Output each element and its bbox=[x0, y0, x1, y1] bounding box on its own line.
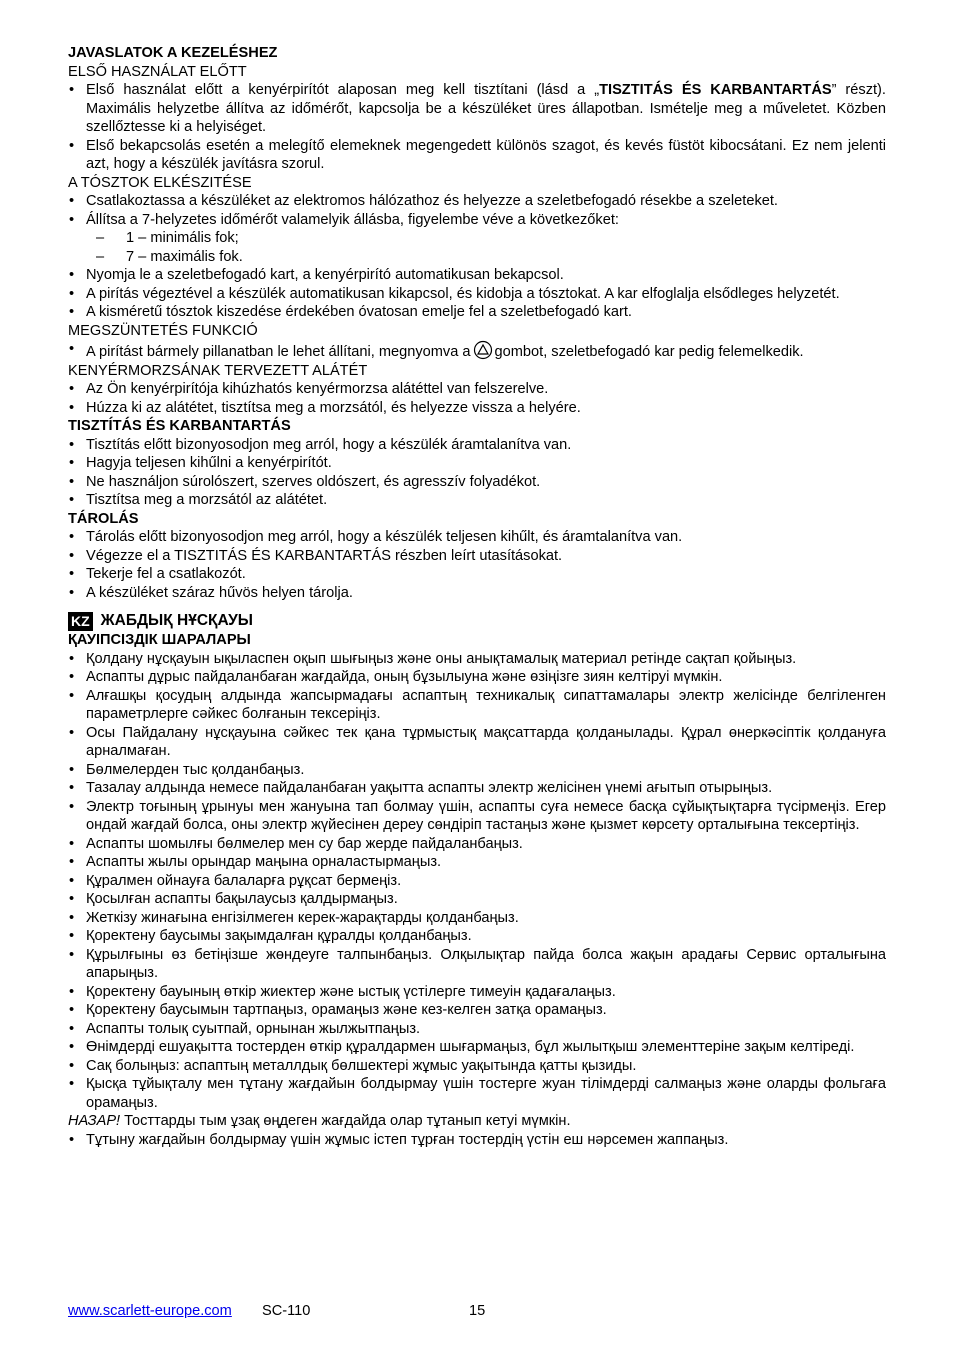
list-item: • Қосылған аспапты бақылаусыз қалдырмаңыз. bbox=[68, 890, 886, 909]
section-title-hu: JAVASLATOK A KEZELÉSHEZ bbox=[68, 45, 278, 61]
list-item: • Csatlakoztassa a készüléket az elektromos hálózathoz és helyezze a szeletbefogadó résekbe a szeleteket. bbox=[68, 192, 886, 211]
list-item: • Ne használjon súrolószert, szerves oldószert, és agresszív folyadékot. bbox=[68, 473, 886, 492]
subheading-first-use: ELSŐ HASZNÁLAT ELŐTT bbox=[68, 63, 247, 80]
dash-item: – 1 – minimális fok; bbox=[96, 230, 239, 246]
list-item: • Húzza ki az alátétet, tisztítsa meg a morzsától, és helyezze vissza a helyére. bbox=[68, 399, 886, 418]
list-item: • Бөлмелерден тыс қолданбаңыз. bbox=[68, 761, 886, 780]
list-item: • Электр тоғының ұрынуы мен жануына тап болмау үшін, аспапты суға немесе басқа сұйықтықтарға түсірмеңіз. Егер ондай жағдай болса, оны электр жүйесінен дереу сөндіріп тастаңыз және қызмет көрсету орталығына тексертіңіз. bbox=[68, 798, 886, 835]
subheading-cancel: MEGSZÜNTETÉS FUNKCIÓ bbox=[68, 322, 258, 339]
list-item: • A kisméretű tósztok kiszedése érdekében óvatosan emelje fel a szeletbefogadó kart. bbox=[68, 303, 886, 322]
list-item: • Құрылғыны өз бетіңізше жөндеуге талпынбаңыз. Олқылықтар пайда болса жақын арадағы Сервис орталығына апарыңыз. bbox=[68, 946, 886, 983]
page-number: 15 bbox=[469, 1303, 486, 1319]
subheading-toast: A TÓSZTOK ELKÉSZITÉSE bbox=[68, 174, 252, 191]
website-link[interactable]: www.scarlett-europe.com bbox=[68, 1303, 232, 1319]
language-badge: KZ bbox=[68, 612, 93, 631]
list-item: • Қоректену баусымы зақымдалған құралды қолданбаңыз. bbox=[68, 927, 886, 946]
section-title-kz-text: ЖАБДЫҚ НҰСҚАУЫ bbox=[100, 612, 253, 630]
list-item: • Állítsa a 7-helyzetes időmérőt valamelyik állásba, figyelembe véve a következőket: bbox=[68, 211, 886, 230]
list-item: • Қолдану нұсқауын ықыласпен оқып шығыңыз және оны анықтамалық материал ретінде сақтап қойыңыз. bbox=[68, 650, 886, 669]
page-footer bbox=[68, 1303, 886, 1319]
list-item: • A készüléket száraz hűvös helyen tárolja. bbox=[68, 584, 886, 603]
list-item: • Végezze el a TISZTITÁS ÉS KARBANTARTÁS részben leírt utasításokat. bbox=[68, 547, 886, 566]
list-item: • Жеткізу жинағына енгізілмеген керек-жарақтарды қолданбаңыз. bbox=[68, 909, 886, 928]
list-item: • Аспапты дұрыс пайдаланбаған жағдайда, оның бұзылыуна және өзіңізге зиян келтіруі мүмкін. bbox=[68, 668, 886, 687]
stop-button-icon bbox=[473, 340, 493, 360]
heading-cleaning: TISZTÍTÁS ÉS KARBANTARTÁS bbox=[68, 418, 291, 434]
list-item: • Құралмен ойнауға балаларға рұқсат бермеңіз. bbox=[68, 872, 886, 891]
list-item: • Тұтыну жағдайын болдырмау үшін жұмыс істеп тұрған тостердің үстін еш нәрсемен жаппаңыз. bbox=[68, 1131, 886, 1150]
list-item: • Сақ болыңыз: аспаптың металлдық бөлшектері жұмыс уақытында қатты қызиды. bbox=[68, 1057, 886, 1076]
section-title-kz bbox=[68, 612, 886, 631]
document-page bbox=[68, 44, 886, 1149]
list-item: • A pirítást bármely pillanatban le lehet állítani, megnyomva a gombot, szeletbefogadó kar pedig felemelkedik. bbox=[68, 340, 886, 362]
dash-item: – 7 – maximális fok. bbox=[96, 248, 243, 265]
list-item: • Өнімдерді ешуақытта тостерден өткір құралдармен шығармаңыз, бұл жылытқыш элементтеріне зақым келтіреді. bbox=[68, 1038, 886, 1057]
list-item: • Tisztítsa meg a morzsától az alátétet. bbox=[68, 491, 886, 510]
subheading-crumb: KENYÉRMORZSÁNAK TERVEZETT ALÁTÉT bbox=[68, 362, 368, 379]
list-item: • Az Ön kenyérpirítója kihúzhatós kenyérmorzsa alátéttel van felszerelve. bbox=[68, 380, 886, 399]
list-item: • Тазалау алдында немесе пайдаланбаған уақытта аспапты электр желісінен үнемі ағытып отырыңыз. bbox=[68, 779, 886, 798]
list-item: • Első használat előtt a kenyérpirítót alaposan meg kell tisztítani (lásd a „TISZTITÁS ÉS KARBANTARTÁS” részt). Maximális helyzetbe állítva az időmérőt, kapcsolja be a készüléket üres állapotban. Ismételje meg a műveletet. Közben szellőztesse ki a helyiséget. bbox=[68, 81, 886, 137]
list-item: • Nyomja le a szeletbefogadó kart, a kenyérpirító automatikusan bekapcsol. bbox=[68, 266, 886, 285]
list-item: • Hagyja teljesen kihűlni a kenyérpirítót. bbox=[68, 454, 886, 473]
list-item: • Tárolás előtt bizonyosodjon meg arról, hogy a készülék teljesen kihűlt, és áramtalanítva van. bbox=[68, 528, 886, 547]
list-item: • Осы Пайдалану нұсқауына сәйкес тек қана тұрмыстық мақсаттарда қолданылады. Құрал өнеркәсіптік қолдануға арналмаған. bbox=[68, 724, 886, 761]
list-item: • Tekerje fel a csatlakozót. bbox=[68, 565, 886, 584]
safety-list bbox=[68, 650, 886, 1113]
warning-line: НАЗАР! Тосттарды тым ұзақ өңдеген жағдайда олар тұтанып кетуі мүмкін. bbox=[68, 1113, 571, 1129]
list-item: • Аспапты жылы орындар маңына орналастырмаңыз. bbox=[68, 853, 886, 872]
list-item: • Első bekapcsolás esetén a melegítő elemeknek megengedett különös szagot, és kevés füstöt kibocsátani. Ez nem jelenti azt, hogy a készülék javításra szorul. bbox=[68, 137, 886, 174]
list-item: • Аспапты шомылғы бөлмелер мен су бар жерде пайдаланбаңыз. bbox=[68, 835, 886, 854]
list-item: • A pirítás végeztével a készülék automatikusan kikapcsol, és kidobja a tósztokat. A kar elfoglalja elsődleges helyzetét. bbox=[68, 285, 886, 304]
list-item: • Қысқа тұйықталу мен тұтану жағдайын болдырмау үшін тостерге жуан тілімдерді салмаңыз және оларды фольгаға орамаңыз. bbox=[68, 1075, 886, 1112]
list-item: • Tisztítás előtt bizonyosodjon meg arról, hogy a készülék áramtalanítva van. bbox=[68, 436, 886, 455]
heading-safety: ҚАУІПСІЗДІК ШАРАЛАРЫ bbox=[68, 632, 251, 648]
list-item: • Алғашқы қосудың алдында жапсырмадағы аспаптың техникалық сипаттамалары электр желісінде белгіленген параметрлерге сәйкес болғанын тексеріңіз. bbox=[68, 687, 886, 724]
list-item: • Қоректену баусымын тартпаңыз, орамаңыз және кез-келген затқа орамаңыз. bbox=[68, 1001, 886, 1020]
heading-storage: TÁROLÁS bbox=[68, 510, 139, 527]
model-number: SC-110 bbox=[262, 1303, 311, 1319]
list-item: • Қоректену бауының өткір жиектер және ыстық үстілерге тимеуін қадағалаңыз. bbox=[68, 983, 886, 1002]
list-item: • Аспапты толық суытпай, орнынан жылжытпаңыз. bbox=[68, 1020, 886, 1039]
